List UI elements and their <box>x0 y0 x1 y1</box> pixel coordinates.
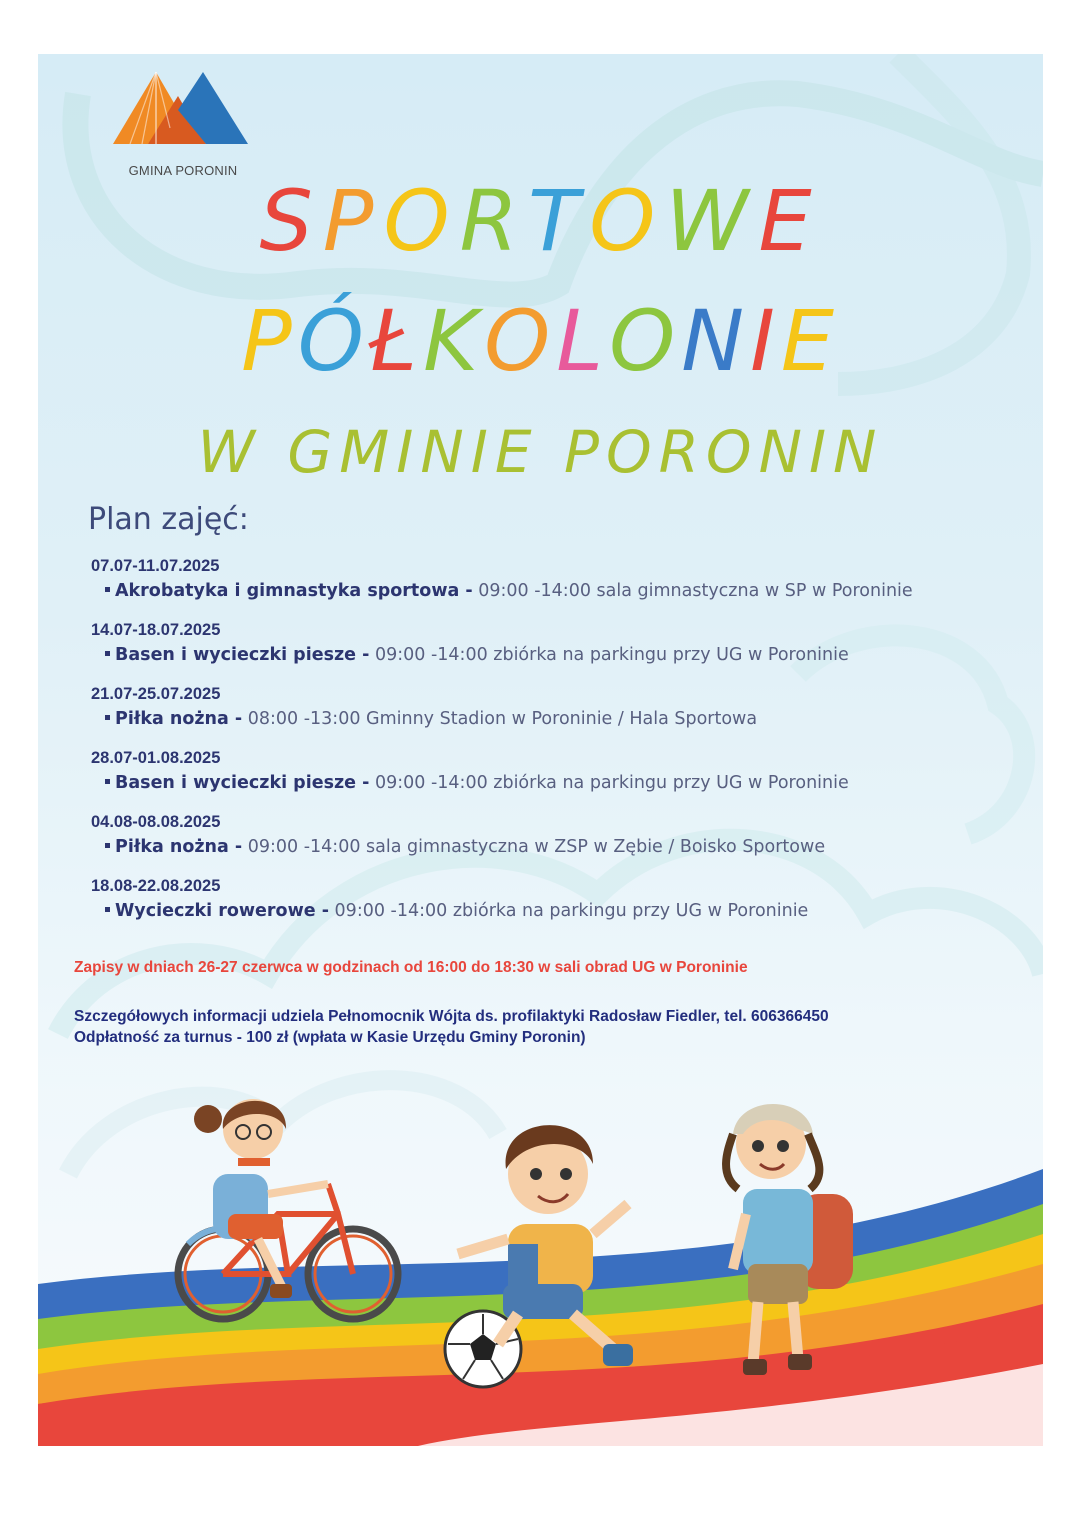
schedule-date: 21.07-25.07.2025 <box>91 685 221 703</box>
activity-detail: 09:00 -14:00 sala gimnastyczna w ZSP w Zębie / Boisko Sportowe <box>242 837 826 857</box>
schedule-item <box>91 874 1031 938</box>
title-sportowe-letter: R <box>459 172 528 270</box>
schedule-date: 18.08-22.08.2025 <box>91 877 221 895</box>
title-sportowe-letter: O <box>589 172 666 270</box>
schedule-activity <box>91 898 1031 924</box>
activity-detail: 09:00 -14:00 zbiórka na parkingu przy UG w Poroninie <box>369 645 849 665</box>
registration-notice: Zapisy w dniach 26-27 czerwca w godzinach od 16:00 do 18:30 w sali obrad UG w Poroninie <box>74 959 748 976</box>
bullet-icon <box>105 587 110 592</box>
plan-heading: Plan zajęć: <box>88 502 249 537</box>
activity-detail: 08:00 -13:00 Gminny Stadion w Poroninie / Hala Sportowa <box>242 709 758 729</box>
activity-name: Piłka nożna - <box>115 709 243 729</box>
title-sportowe-letter: P <box>322 172 384 270</box>
gmina-poronin-logo <box>108 68 258 178</box>
mountain-logo-icon <box>108 68 258 160</box>
schedule-date: 04.08-08.08.2025 <box>91 813 221 831</box>
bullet-icon <box>105 715 110 720</box>
title-sportowe-letter: O <box>383 172 460 270</box>
fee-line: Odpłatność za turnus - 100 zł (wpłata w Kasie Urzędu Gminy Poronin) <box>74 1029 586 1046</box>
activity-name: Akrobatyka i gimnastyka sportowa - <box>115 581 473 601</box>
bullet-icon <box>105 907 110 912</box>
title-polkolonie-letter: N <box>681 292 751 390</box>
title-polkolonie-letter: I <box>750 292 781 390</box>
schedule-item <box>91 618 1031 682</box>
activity-name: Wycieczki rowerowe - <box>115 901 329 921</box>
activity-name: Basen i wycieczki piesze - <box>115 773 370 793</box>
schedule-activity <box>91 706 1031 732</box>
title-polkolonie-letter: E <box>780 292 840 390</box>
schedule-list <box>91 554 1031 938</box>
activity-detail: 09:00 -14:00 sala gimnastyczna w SP w Poroninie <box>472 581 913 601</box>
title-polkolonie-letter: P <box>241 292 298 390</box>
bullet-icon <box>105 651 110 656</box>
schedule-date: 14.07-18.07.2025 <box>91 621 221 639</box>
schedule-date: 28.07-01.08.2025 <box>91 749 221 767</box>
schedule-activity <box>91 770 1031 796</box>
bullet-icon <box>105 843 110 848</box>
title-polkolonie-letter: O <box>609 292 682 390</box>
contact-info <box>74 1006 829 1048</box>
title-sportowe-letter: T <box>527 172 590 270</box>
bullet-icon <box>105 779 110 784</box>
title-polkolonie-letter: Ó <box>297 292 370 390</box>
schedule-item <box>91 554 1031 618</box>
schedule-item <box>91 746 1031 810</box>
schedule-item <box>91 682 1031 746</box>
schedule-date: 07.07-11.07.2025 <box>91 557 220 575</box>
schedule-activity <box>91 642 1031 668</box>
schedule-item <box>91 810 1031 874</box>
title-line-sportowe <box>38 172 1043 270</box>
kids-illustration <box>38 1074 1043 1446</box>
activity-detail: 09:00 -14:00 zbiórka na parkingu przy UG w Poroninie <box>328 901 809 921</box>
activity-name: Basen i wycieczki piesze - <box>115 645 370 665</box>
activity-name: Piłka nożna - <box>115 837 243 857</box>
title-polkolonie-letter: Ł <box>369 292 424 390</box>
logo-text: GMINA PORONIN <box>128 163 238 178</box>
poster <box>38 54 1043 1446</box>
title-sportowe-letter: S <box>259 172 323 270</box>
title-polkolonie-letter: L <box>556 292 610 390</box>
title-sportowe-letter: E <box>758 172 822 270</box>
schedule-activity <box>91 834 1031 860</box>
title-line-w-gminie-poronin: W GMINIE PORONIN <box>197 418 884 486</box>
title-polkolonie-letter: K <box>423 292 485 390</box>
title-line-polkolonie <box>38 292 1043 390</box>
contact-line: Szczegółowych informacji udziela Pełnomocnik Wójta ds. profilaktyki Radosław Fiedler, tel. 606366450 <box>74 1008 829 1025</box>
title-sportowe-letter: W <box>665 172 759 270</box>
activity-detail: 09:00 -14:00 zbiórka na parkingu przy UG w Poroninie <box>369 773 849 793</box>
title-polkolonie-letter: O <box>484 292 557 390</box>
schedule-activity <box>91 578 1031 604</box>
